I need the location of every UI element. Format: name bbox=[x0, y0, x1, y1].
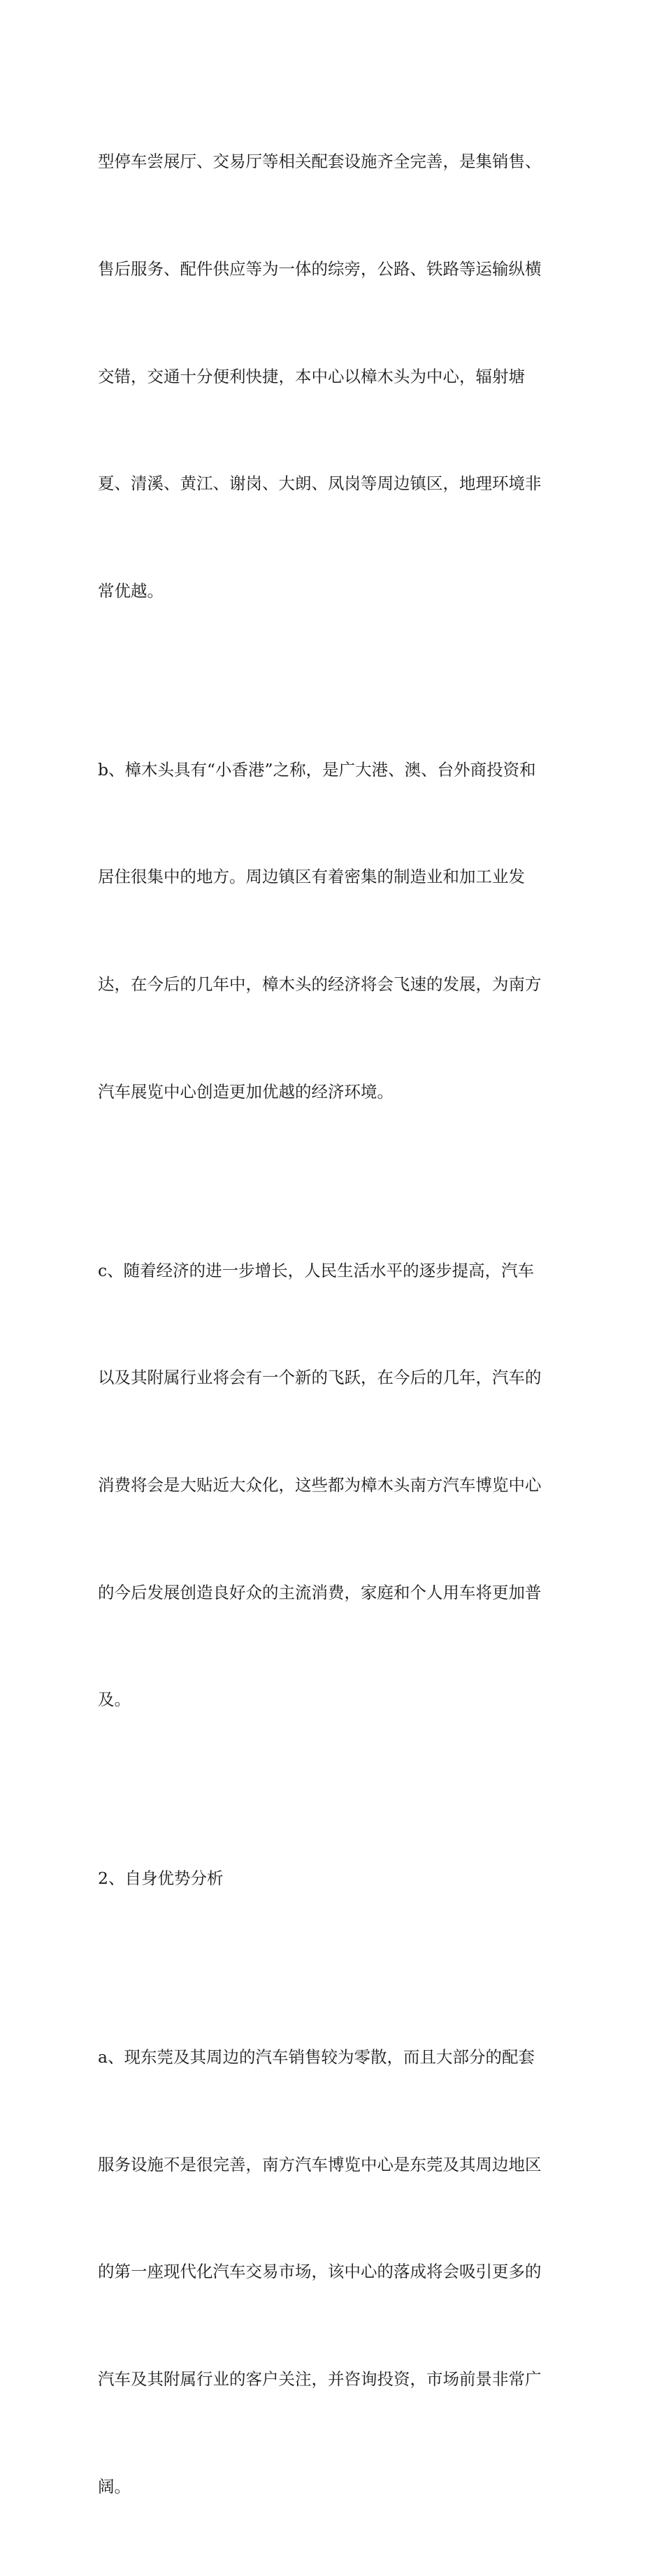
section-heading bbox=[98, 1790, 573, 1968]
text-line: a、现东莞及其周边的汽车销售较为零散，而且大部分的配套 bbox=[98, 2047, 535, 2068]
paragraph-intro bbox=[98, 73, 573, 680]
text-line: 阔。 bbox=[98, 2476, 131, 2496]
text-line: 的第一座现代化汽车交易市场，该中心的落成将会吸引更多的 bbox=[98, 2262, 542, 2282]
text-line: 的今后发展创造良好众的主流消费，家庭和个人用车将更加普 bbox=[98, 1582, 542, 1602]
paragraph-b bbox=[98, 680, 573, 1181]
document-body bbox=[98, 73, 573, 2576]
text-line: 以及其附属行业将会有一个新的飞跃，在今后的几年，汽车的 bbox=[98, 1368, 542, 1388]
text-line: 售后服务、配件供应等为一体的综旁，公路、铁路等运输纵横 bbox=[98, 259, 542, 279]
text-line: 夏、清溪、黄江、谢岗、大朗、凤岗等周边镇区，地理环境非 bbox=[98, 474, 542, 494]
text-line: 常优越。 bbox=[98, 580, 164, 601]
text-line: 2、自身优势分析 bbox=[98, 1868, 224, 1889]
text-line: b、樟木头具有“小香港”之称，是广大港、澳、台外商投资和 bbox=[98, 759, 536, 780]
text-line: 汽车及其附属行业的客户关注，并咨询投资，市场前景非常广 bbox=[98, 2369, 542, 2389]
paragraph-c bbox=[98, 1181, 573, 1789]
text-line: 交错，交通十分便利快捷，本中心以樟木头为中心，辐射塘 bbox=[98, 366, 525, 386]
paragraph-a bbox=[98, 1968, 573, 2576]
text-line: 居住很集中的地方。周边镇区有着密集的制造业和加工业发 bbox=[98, 867, 525, 887]
text-line: 消费将会是大贴近大众化，这些都为樟木头南方汽车博览中心 bbox=[98, 1474, 542, 1495]
text-line: 汽车展览中心创造更加优越的经济环境。 bbox=[98, 1081, 394, 1102]
text-line: c、随着经济的进一步增长，人民生活水平的逐步提高，汽车 bbox=[98, 1260, 535, 1280]
text-line: 型停车尝展厅、交易厅等相关配套设施齐全完善，是集销售、 bbox=[98, 152, 542, 172]
text-line: 服务设施不是很完善，南方汽车博览中心是东莞及其周边地区 bbox=[98, 2154, 542, 2174]
text-line: 达，在今后的几年中，樟木头的经济将会飞速的发展，为南方 bbox=[98, 974, 542, 995]
text-line: 及。 bbox=[98, 1690, 131, 1710]
